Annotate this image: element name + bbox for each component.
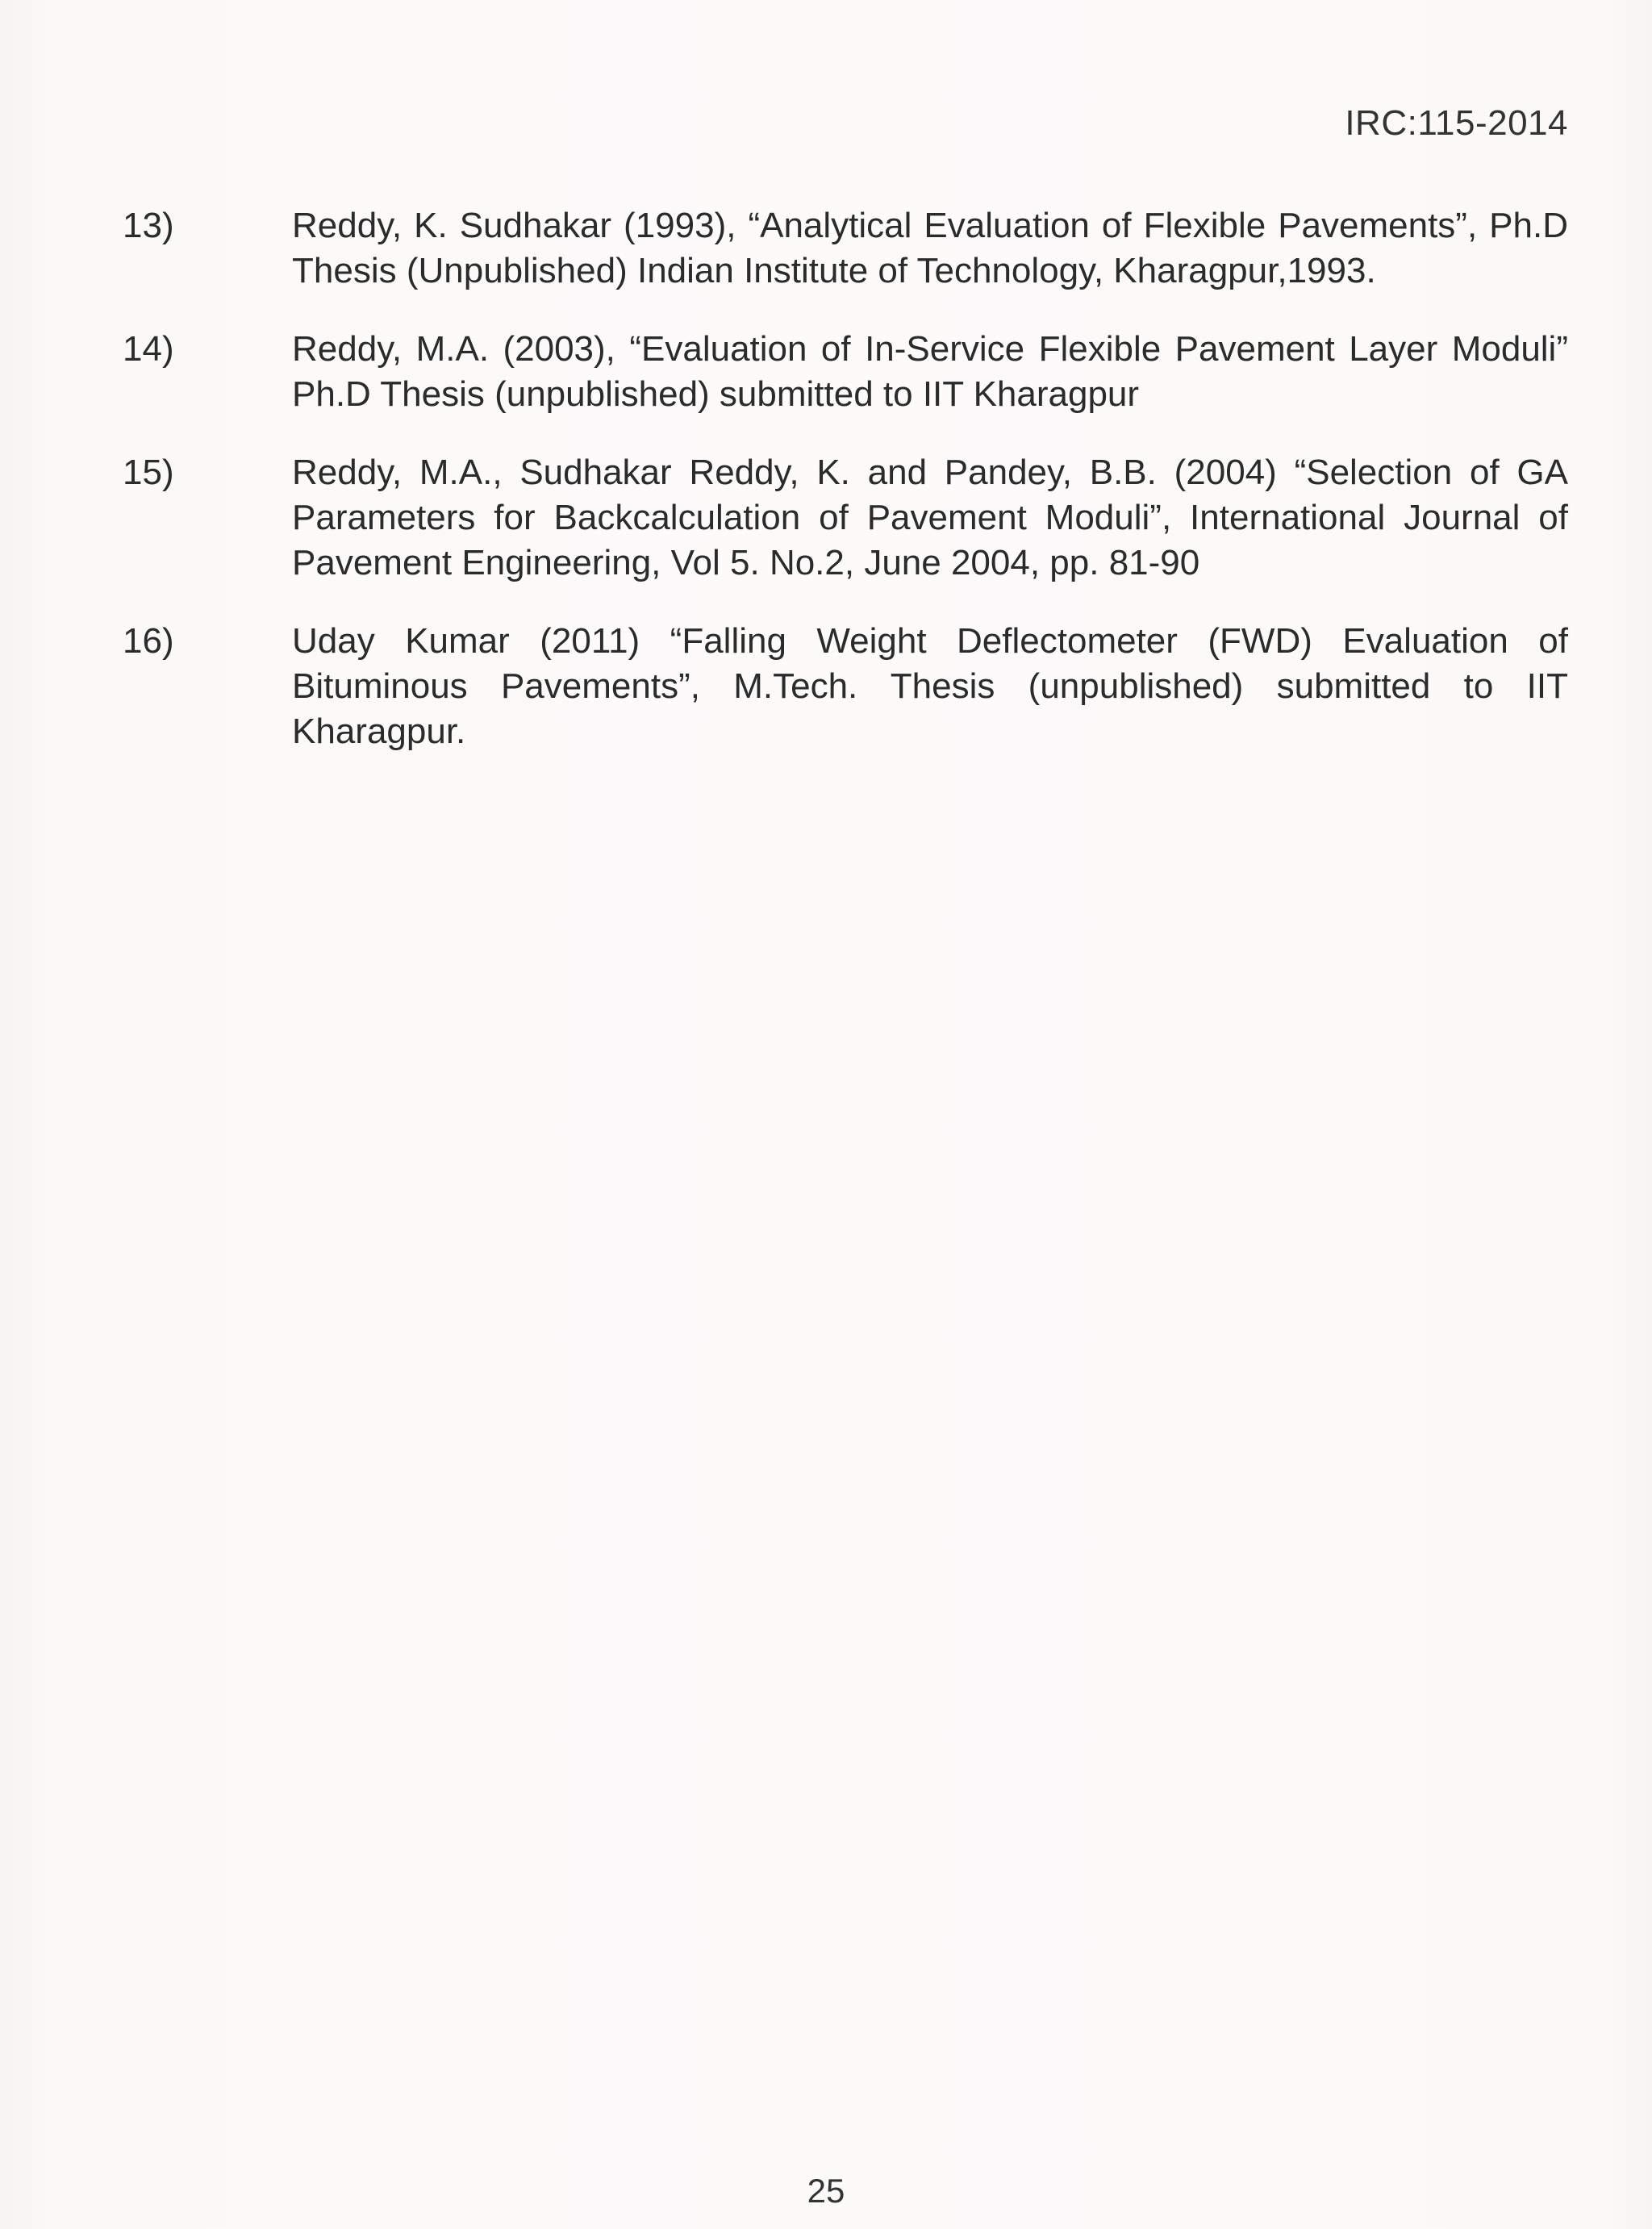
reference-item xyxy=(123,450,1568,586)
reference-text: Reddy, M.A., Sudhakar Reddy, K. and Pandey, B.B. (2004) “Selection of GA Parameters for Backcalculation of Pavement Moduli”, International Journal of Pavement Engineering, Vol 5. No.2, June 2004, pp. 81-90 xyxy=(292,453,1568,582)
reference-number: 13) xyxy=(123,206,174,245)
reference-number: 14) xyxy=(123,329,174,369)
reference-number: 15) xyxy=(123,453,174,492)
running-header: IRC:115-2014 xyxy=(1345,103,1568,143)
reference-item xyxy=(123,327,1568,417)
page-number: 25 xyxy=(807,2172,845,2210)
reference-text: Uday Kumar (2011) “Falling Weight Deflectometer (FWD) Evaluation of Bituminous Pavements”, M.Tech. Thesis (unpublished) submitted to IIT Kharagpur. xyxy=(292,621,1568,751)
reference-number: 16) xyxy=(123,621,174,661)
reference-text: Reddy, M.A. (2003), “Evaluation of In-Service Flexible Pavement Layer Moduli” Ph.D Thesis (unpublished) submitted to IIT Kharagpur xyxy=(292,329,1568,414)
reference-list xyxy=(123,203,1568,787)
reference-text: Reddy, K. Sudhakar (1993), “Analytical Evaluation of Flexible Pavements”, Ph.D Thesis (Unpublished) Indian Institute of Technology, Kharagpur,1993. xyxy=(292,206,1568,290)
reference-item xyxy=(123,619,1568,754)
reference-item xyxy=(123,203,1568,294)
